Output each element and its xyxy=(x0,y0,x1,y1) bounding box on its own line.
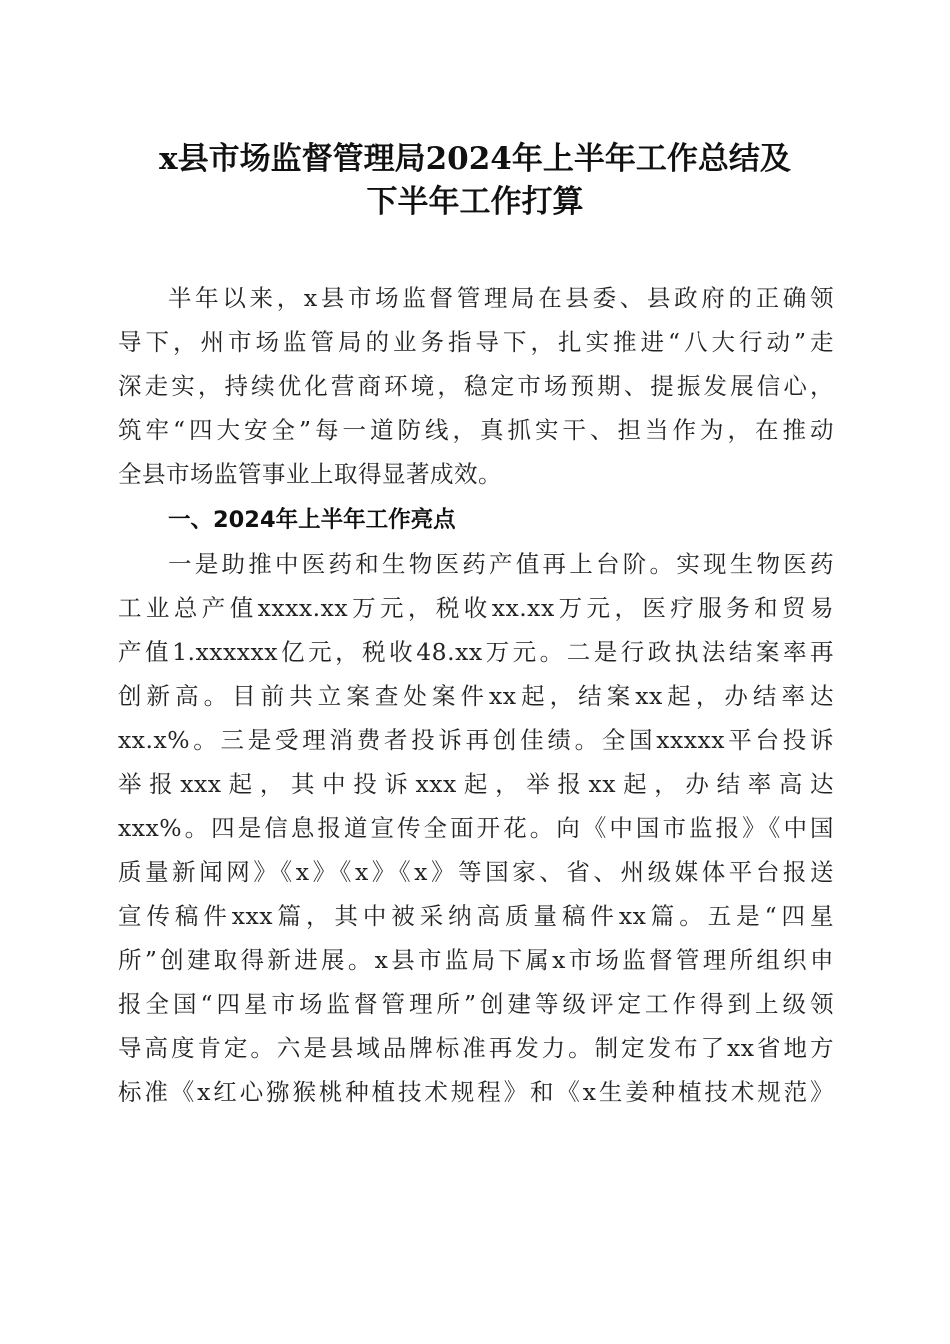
title-line-2: 下半年工作打算 xyxy=(366,184,584,220)
section-line-3: 产值1.xxxxxx亿元，税收48.xx万元。二是行政执法结案率再 xyxy=(118,638,834,666)
section-line-5: xx.x%。三是受理消费者投诉再创佳绩。全国xxxxx平台投诉 xyxy=(118,726,834,754)
section-line-13: 标准《x红心猕猴桃种植技术规程》和《x生姜种植技术规范》 xyxy=(118,1078,834,1106)
section-line-9: 宣传稿件xxx篇，其中被采纳高质量稿件xx篇。五是“四星 xyxy=(118,902,834,930)
section-line-6: 举报xxx起，其中投诉xxx起，举报xx起，办结率高达 xyxy=(118,770,834,798)
section-line-10: 所”创建取得新进展。x县市监局下属x市场监督管理所组织申 xyxy=(118,946,834,974)
section-line-8: 质量新闻网》《x》《x》《x》等国家、省、州级媒体平台报送 xyxy=(118,858,834,886)
section-line-11: 报全国“四星市场监督管理所”创建等级评定工作得到上级领 xyxy=(118,990,834,1018)
section-line-12: 导高度肯定。六是县域品牌标准再发力。制定发布了xx省地方 xyxy=(118,1034,834,1062)
intro-line-5: 全县市场监管事业上取得显著成效。 xyxy=(118,460,502,488)
section-line-1: 一是助推中医药和生物医药产值再上台阶。实现生物医药 xyxy=(168,550,834,578)
section-line-7: xxx%。四是信息报道宣传全面开花。向《中国市监报》《中国 xyxy=(118,814,834,842)
document-title xyxy=(110,138,840,224)
section-line-2: 工业总产值xxxx.xx万元，税收xx.xx万元，医疗服务和贸易 xyxy=(118,594,834,622)
section-heading: 一、2024年上半年工作亮点 xyxy=(168,507,456,533)
intro-line-3: 深走实，持续优化营商环境，稳定市场预期、提振发展信心， xyxy=(118,372,834,400)
section-line-4: 创新高。目前共立案查处案件xx起，结案xx起，办结率达 xyxy=(118,682,834,710)
intro-line-1: 半年以来，x县市场监督管理局在县委、县政府的正确领 xyxy=(168,284,834,312)
intro-line-2: 导下，州市场监管局的业务指导下，扎实推进“八大行动”走 xyxy=(118,328,834,356)
intro-line-4: 筑牢“四大安全”每一道防线，真抓实干、担当作为，在推动 xyxy=(118,416,834,444)
title-line-1: x县市场监督管理局2024年上半年工作总结及 xyxy=(159,141,791,177)
